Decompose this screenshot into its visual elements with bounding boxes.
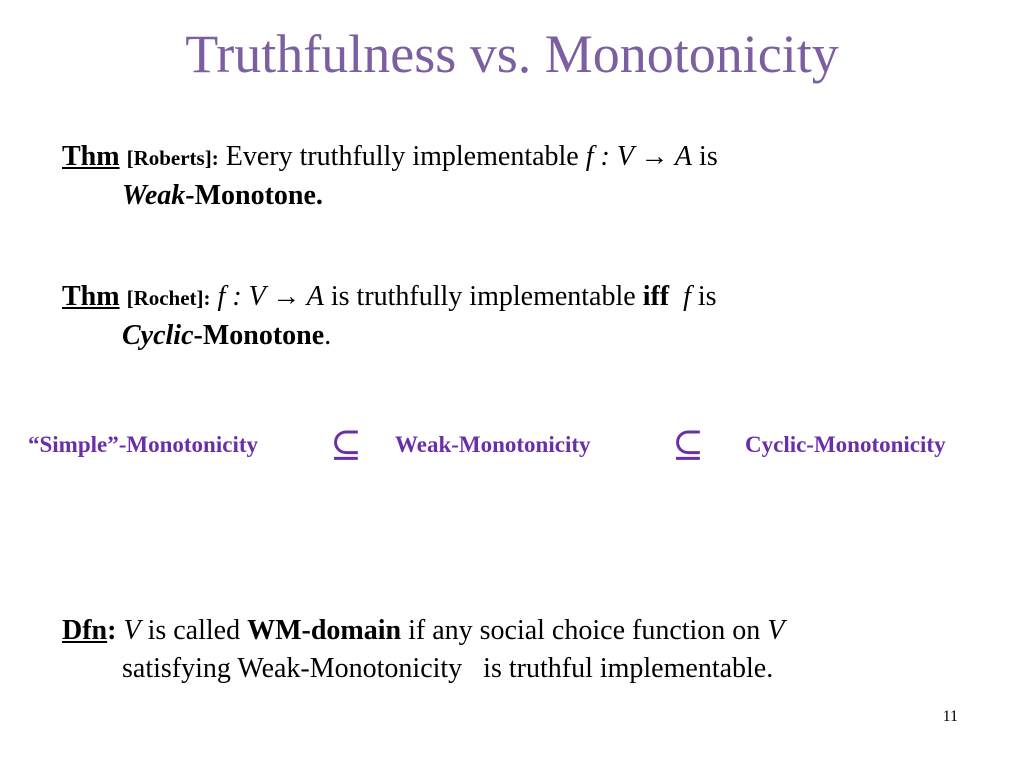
emphasis-term: Cyclic <box>122 320 194 351</box>
thm-label: Thm <box>62 141 120 172</box>
dfn-text: if any social choice function on <box>401 615 768 646</box>
math-expression: f : V → A <box>585 141 693 172</box>
math-v: V <box>123 615 141 646</box>
thm-text: is <box>690 281 717 312</box>
thm-text: is truthfully implementable <box>323 281 643 312</box>
dfn-text: is called <box>140 615 248 646</box>
thm-citation: [Roberts]: <box>126 146 219 170</box>
thm-text: Every truthfully implementable <box>218 141 586 172</box>
chain-weak-monotonicity: Weak-Monotonicity <box>395 432 591 457</box>
math-v: V <box>767 615 785 646</box>
thm-line2 <box>62 317 962 355</box>
chain-simple-monotonicity: “Simple”-Monotonicity <box>28 432 258 457</box>
thm-label: Thm <box>62 281 120 312</box>
period: . <box>324 320 332 351</box>
theorem-roberts <box>62 138 962 215</box>
emphasis-term: Weak <box>122 180 186 211</box>
slide-title: Truthfulness vs. Monotonicity <box>185 24 839 84</box>
page-number: 11 <box>942 708 958 725</box>
dfn-label: Dfn <box>62 615 108 646</box>
subset-icon: ⊆ <box>330 424 362 466</box>
theorem-rochet <box>62 278 962 355</box>
monotonicity-chain <box>0 424 1024 468</box>
bold-term: -Monotone <box>193 320 325 351</box>
subset-icon: ⊆ <box>672 424 704 466</box>
iff-keyword: iff <box>642 281 670 312</box>
math-expression: f : V → A <box>217 281 324 312</box>
thm-text: is <box>692 141 718 172</box>
math-f: f <box>683 281 691 312</box>
chain-cyclic-monotonicity: Cyclic-Monotonicity <box>745 432 946 457</box>
bold-term: -Monotone. <box>185 180 323 211</box>
dfn-line2: satisfying Weak-Monotonicity is truthful implementable. <box>122 653 774 684</box>
thm-line2 <box>62 177 962 215</box>
dfn-colon: : <box>107 615 117 646</box>
dfn-term: WM-domain <box>247 615 402 646</box>
definition-wm-domain <box>62 612 962 688</box>
thm-citation: [Rochet]: <box>126 286 211 310</box>
